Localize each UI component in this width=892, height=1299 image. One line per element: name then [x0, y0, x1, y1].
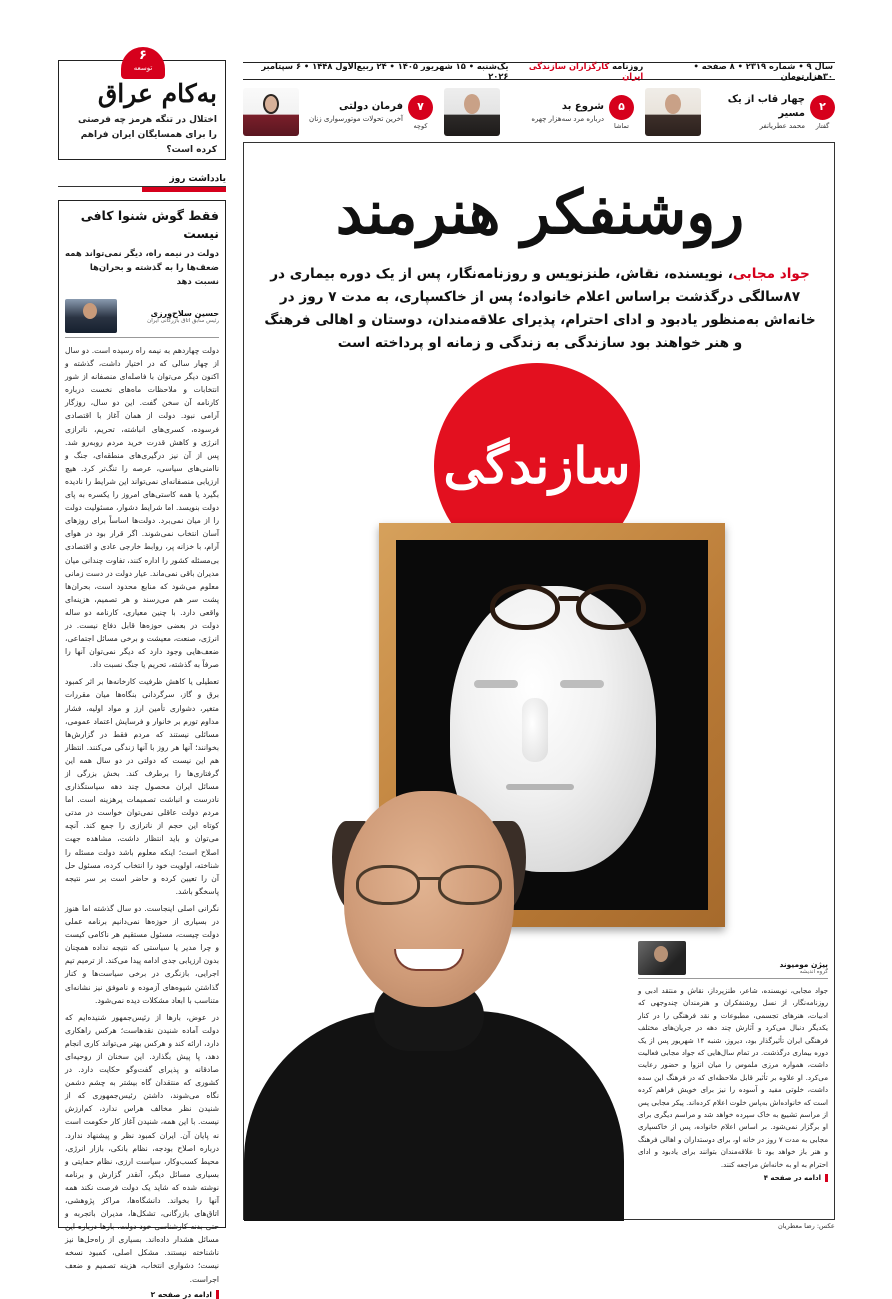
opinion-title: فقط گوش شنوا کافی نیست [80, 208, 219, 241]
logo-text: سازندگی [443, 436, 631, 495]
side-continued-link[interactable]: ادامه در صفحه ۴ [638, 1174, 828, 1182]
page-number: ۶ [139, 48, 147, 63]
side-author-row [638, 941, 828, 979]
strip-teaser-page-2[interactable] [645, 86, 835, 138]
opinion-article[interactable] [58, 200, 226, 1299]
strip-page-number: ۵ [618, 100, 625, 113]
author-photo [65, 299, 117, 333]
author-role: رئیس سابق اتاق بازرگانی ایران [147, 317, 219, 324]
portrait-face [464, 94, 480, 114]
author-name: حسین سلاح‌ورزی [150, 308, 219, 318]
paper-title: کارگزاران سازندگی ایران [528, 61, 644, 81]
side-author-role: گروه اندیشه [799, 969, 828, 975]
man-portrait-photo [645, 88, 701, 136]
strip-text [299, 100, 408, 125]
strip-page-number: ۷ [417, 100, 424, 113]
teaser-text: اختلال در تنگه هرمز چه فرصتی را برای همسایگان ایران فراهم کرده است؟ [77, 115, 217, 155]
strip-subtitle: محمد عطریانفر [759, 121, 805, 130]
glasses-lens [490, 584, 560, 630]
section-accent-bar [142, 187, 226, 192]
lede-name: جواد مجابی [732, 266, 810, 282]
strip-text [500, 100, 609, 125]
strip-text [701, 93, 810, 132]
strip-section-tag: تماشا [614, 121, 629, 130]
man-portrait-photo [444, 88, 500, 136]
side-author-photo [638, 941, 686, 975]
portrait-face [665, 94, 681, 114]
masthead-bar [243, 62, 835, 80]
photo-credit: عکس: رضا معطریان [778, 1222, 835, 1230]
opinion-lead: دولت در نیمه راه، دیگر نمی‌تواند همه ضعف‌ها را به گذشته و بحران‌ها نسبت دهد [65, 249, 219, 287]
strip-title: فرمان دولتی [338, 100, 403, 112]
opinion-body [65, 344, 219, 1286]
strip-section-tag: کوچه [413, 121, 428, 130]
opinion-continued-link[interactable]: ادامه در صفحه ۲ [65, 1290, 219, 1299]
portrait-face [263, 94, 279, 114]
glasses-bridge [558, 596, 580, 601]
strip-page-badge [810, 95, 835, 120]
author-info [117, 309, 219, 324]
strip-page-number: ۲ [819, 100, 826, 113]
portrait-photo [244, 781, 624, 1221]
main-headline[interactable]: روشنفکر هنرمند [335, 178, 745, 248]
glasses-lens [356, 865, 420, 905]
opinion-author-row [65, 299, 219, 338]
strip-teaser-page-7[interactable] [243, 86, 433, 138]
strip-page-badge [408, 95, 433, 120]
lede-text: ، نویسنده، نقاش، طنزنویس و روزنامه‌نگار، پس از یک دوره بیماری در ۸۷سالگی درگذشت براساس اعلام خانواده؛ پس از خاکسپاری، به مدت ۷ روز در خانه‌اش به‌منظور یادبود و ادای احترام، پذیرای علاقه‌مندان، دوستان و اهالی فرهنگ و هنر خواهند بود سازندگی به زندگی و زمانه او پرداخته است [264, 266, 816, 351]
eyeglasses [352, 865, 508, 907]
strip-title: شروع بد [561, 100, 604, 112]
page-number-badge [121, 47, 165, 79]
opinion-paragraph: نگرانی اصلی اینجاست. دو سال گذشته اما هنوز در بسیاری از حوزه‌ها نمی‌دانیم برنامه عملی دولت چیست، مسئول مستقیم هر ناکامی کیست و چرا مدیر یا سیاستی که نتیجه نداده همچنان بدون ارزیابی جدی ادامه پیدا می‌کند. از ترمیم تیم اجرایی، بازنگری در برخی سیاست‌ها و کنار گذاشتن شیوه‌های آزموده و ناموفق نیز نشانه‌ای متناسب با ابعاد مشکلات دیده نمی‌شود. [65, 903, 219, 1005]
main-feature [243, 142, 835, 1220]
strip-teaser-page-5[interactable] [444, 86, 634, 138]
issue-date: یک‌شنبه • ۱۵ شهریور ۱۴۰۵ • ۲۴ ربیع‌الاول ۱۴۴۸ • ۶ سپتامبر ۲۰۲۶ [261, 61, 509, 81]
strip-page-badge [609, 95, 634, 120]
glasses-lens [438, 865, 502, 905]
left-column [58, 48, 226, 1299]
side-article-body: جواد مجابی، نویسنده، شاعر، طنزپرداز، نقاش و منتقد ادبی و روزنامه‌نگار، از نسل روشنفکران و هنرمندان چندوجهی که ادبیات، هنرهای تجسمی، مطبوعات و نقد فرهنگی را در کنار یکدیگر دنبال می‌کرد و آثارش چند دهه در جریان‌های مختلف فرهنگی ایران تأثیرگذار بود، دیروز، شنبه ۱۴ شهریور پس از یک دوره بیماری درگذشت. در تمام سال‌هایی که جواد مجابی فعالیت داشت، همواره مرزی ملموس را میان انزوا و حضور رعایت می‌کرد. او علاوه بر تأثیر قابل ملاحظه‌ای که در فرهنگ این سده داشت، خلوتی مفید و آسوده را نیز برای خویش فراهم کرده است که خانواده‌اش به‌پاس خلوت اعلام کرده‌اند. پیکر مجابی پس از مراسم تشییع به خاک سپرده خواهد شد و مراسم دیگری برای او برگزار نمی‌شود. بر اساس اعلام خانواده، پس از خاکسپاری مجابی به مدت ۷ روز در خانه او، برای دوستداران و اهالی فرهنگ و هنر باز خواهد بود تا علاقه‌مندان بتوانند برای یادبود و ادای احترام به او به خانه‌اش مراجعه کنند. [638, 986, 828, 1169]
glasses-bridge [418, 877, 440, 880]
strip-subtitle: آخرین تحولات موتورسواری زنان [309, 114, 403, 123]
main-lede [264, 263, 816, 355]
paper-prefix: روزنامه [612, 61, 644, 71]
opinion-paragraph: تعطیلی یا کاهش ظرفیت کارخانه‌ها بر اثر کمبود برق و گاز، سرگردانی بنگاه‌ها میان مقررات متغیر، دشواری تأمین ارز و مواد اولیه، فشار مداوم تورم بر خانوار و فرسایش اعتماد عمومی، مسائلی نیستند که مردم فقط در گزارش‌ها بخوانند؛ آنها هر روز با آنها زندگی می‌کنند. انتظار هم این نیست که دولتی در دو سال همه این گرفتاری‌ها را برطرف کند. بخش بزرگی از مسائل ایران محصول چند دهه سیاستگذاری نادرست و انباشت تصمیمات یرهزینه است. اما مردم دولت عاقلی نمی‌توان خواست در مدتی کوتاه این حجم از ناترازی را جمع کند. آنچه می‌توان و باید انتظار داشت، مشاهده جهت اصلاح است؛ اینکه معلوم باشد دولت مسئله را شناخته، اولویت خود را انتخاب کرده، مسئول حل آن را تعیین کرده و حاضر است بر سر نتیجه پاسخگو باشد. [65, 677, 219, 896]
issue-info: سال ۹ • شماره ۲۳۱۹ • ۸ صفحه • ۳۰هزارتومان [693, 61, 833, 81]
opinion-paragraph: دولت چهاردهم به نیمه راه رسیده است. دو سال از چهار سالی که در اختیار داشت، گذشته و اکنون دیگر می‌توان با فاصله‌ای منصفانه از شور انتخابات و ملاحظات ماه‌های نخست درباره کارنامه آن سخن گفت. این دو سال، روزگار آرامی نبود. دولت از همان آغاز با اقتصادی فرسوده، کسری‌های انباشته، تحریم، ناترازی انرژی و کاهش قدرت خرید مردم روبه‌رو شد. پس از آن نیز درگیری‌های منطقه‌ای، جنگ و ناامنی‌های سیاسی، عرصه را تنگ‌تر کرد. هیچ ارزیابی منصفانه‌ای نمی‌تواند این شرایط را نادیده بگیرد یا همه کاستی‌های امروز را یکسره به پای دولت بنویسد. اما شرایط دشوار، مسئولیت دولت را از میان نمی‌برد. دولت‌ها اساساً برای روزهای آسان انتخاب نمی‌شوند. اگر قرار بود در هوای آرام، با خزانه پر، روابط خارجی عادی و اقتصادی بی‌مسئله کشور را اداره کنند، تفاوت چندانی میان مدیران باقی نمی‌ماند. عیار دولت در دست زمانی معلوم می‌شود که منابع محدود است، بحران‌ها پشت سر هم می‌رسند و هر تصمیم، هزینه‌ای واقعی دارد. با چنین معیاری، کارنامه دو ساله دولت در بعضی حوزه‌ها قابل دفاع نیست. در انرژی، صنعت، معیشت و برخی مسائل اجتماعی، ضعف‌هایی وجود دارد که دیگر نمی‌توان آنها را صرفاً به گذشته، تحریم یا جنگ نسبت داد. [65, 346, 219, 670]
opinion-section-label: یادداشت روز [58, 174, 226, 187]
mask-glasses [484, 578, 654, 634]
mask-eye [560, 680, 604, 688]
strip-title: چهار قاب از یک مسیر [727, 93, 805, 119]
smile [394, 949, 464, 971]
mask-eye [474, 680, 518, 688]
page-6-teaser[interactable] [58, 48, 226, 160]
strip-section-tag: گفتار [815, 121, 830, 130]
teaser-title: به‌کام عراق [97, 79, 217, 108]
woman-portrait-photo [243, 88, 299, 136]
page-section-label: توسعه [133, 64, 153, 72]
strip-subtitle: درباره مرد سه‌هزار چهره [531, 114, 604, 123]
teaser-strip [243, 86, 835, 138]
paper-name [508, 61, 643, 81]
glasses-lens [576, 584, 646, 630]
side-author-info [686, 960, 828, 975]
side-author-name: بیژن مومیوند [779, 960, 828, 969]
obituary-article[interactable] [638, 941, 828, 1207]
mask-nose [522, 698, 548, 762]
opinion-paragraph: در عوض، بارها از رئیس‌جمهور شنیده‌ایم که دولت آماده شنیدن نقدهاست؛ هرکس راهکاری دارد، ارائه کند و هرکس بهتر می‌تواند کاری انجام دهد، پا پیش بگذارد. این سخنان از روحیه‌ای صادقانه و پذیرای گفت‌وگو حکایت دارد. در کشوری که منتقدان گاه بیشتر به چشم دشمن نگاه می‌شوند، داشتن رئیس‌جمهوری که از شنیدن نظر مخالف هراس ندارد، کم‌ارزش نیست. با این همه، شنیدن آغاز کار حکومت است نه پایان آن. ایران کمبود نظر و پیشنهاد ندارد. درباره اصلاح بودجه، نظام بانکی، بازار انرژی، محیط کسب‌وکار، سیاست ارزی، نظام حمایتی و بسیاری مسائل دیگر، آنقدر گزارش و برنامه نوشته شده که شاید یک دولت فرصت نکند همه آنها را بخواند. دانشگاه‌ها، مراکز پژوهشی، اتاق‌های بازرگانی، تشکل‌ها، مدیران باتجربه و حتی بدنه کارشناسی خود دولت، بارها درباره این مسائل هشدار داده‌اند. بسیاری از راه‌حل‌ها نیز ناشناخته نیستند. مشکل اصلی، کمبود نسخه نیست؛ دشواری انتخاب، هزینه تصمیم و ضعف اجراست. [65, 1012, 219, 1284]
